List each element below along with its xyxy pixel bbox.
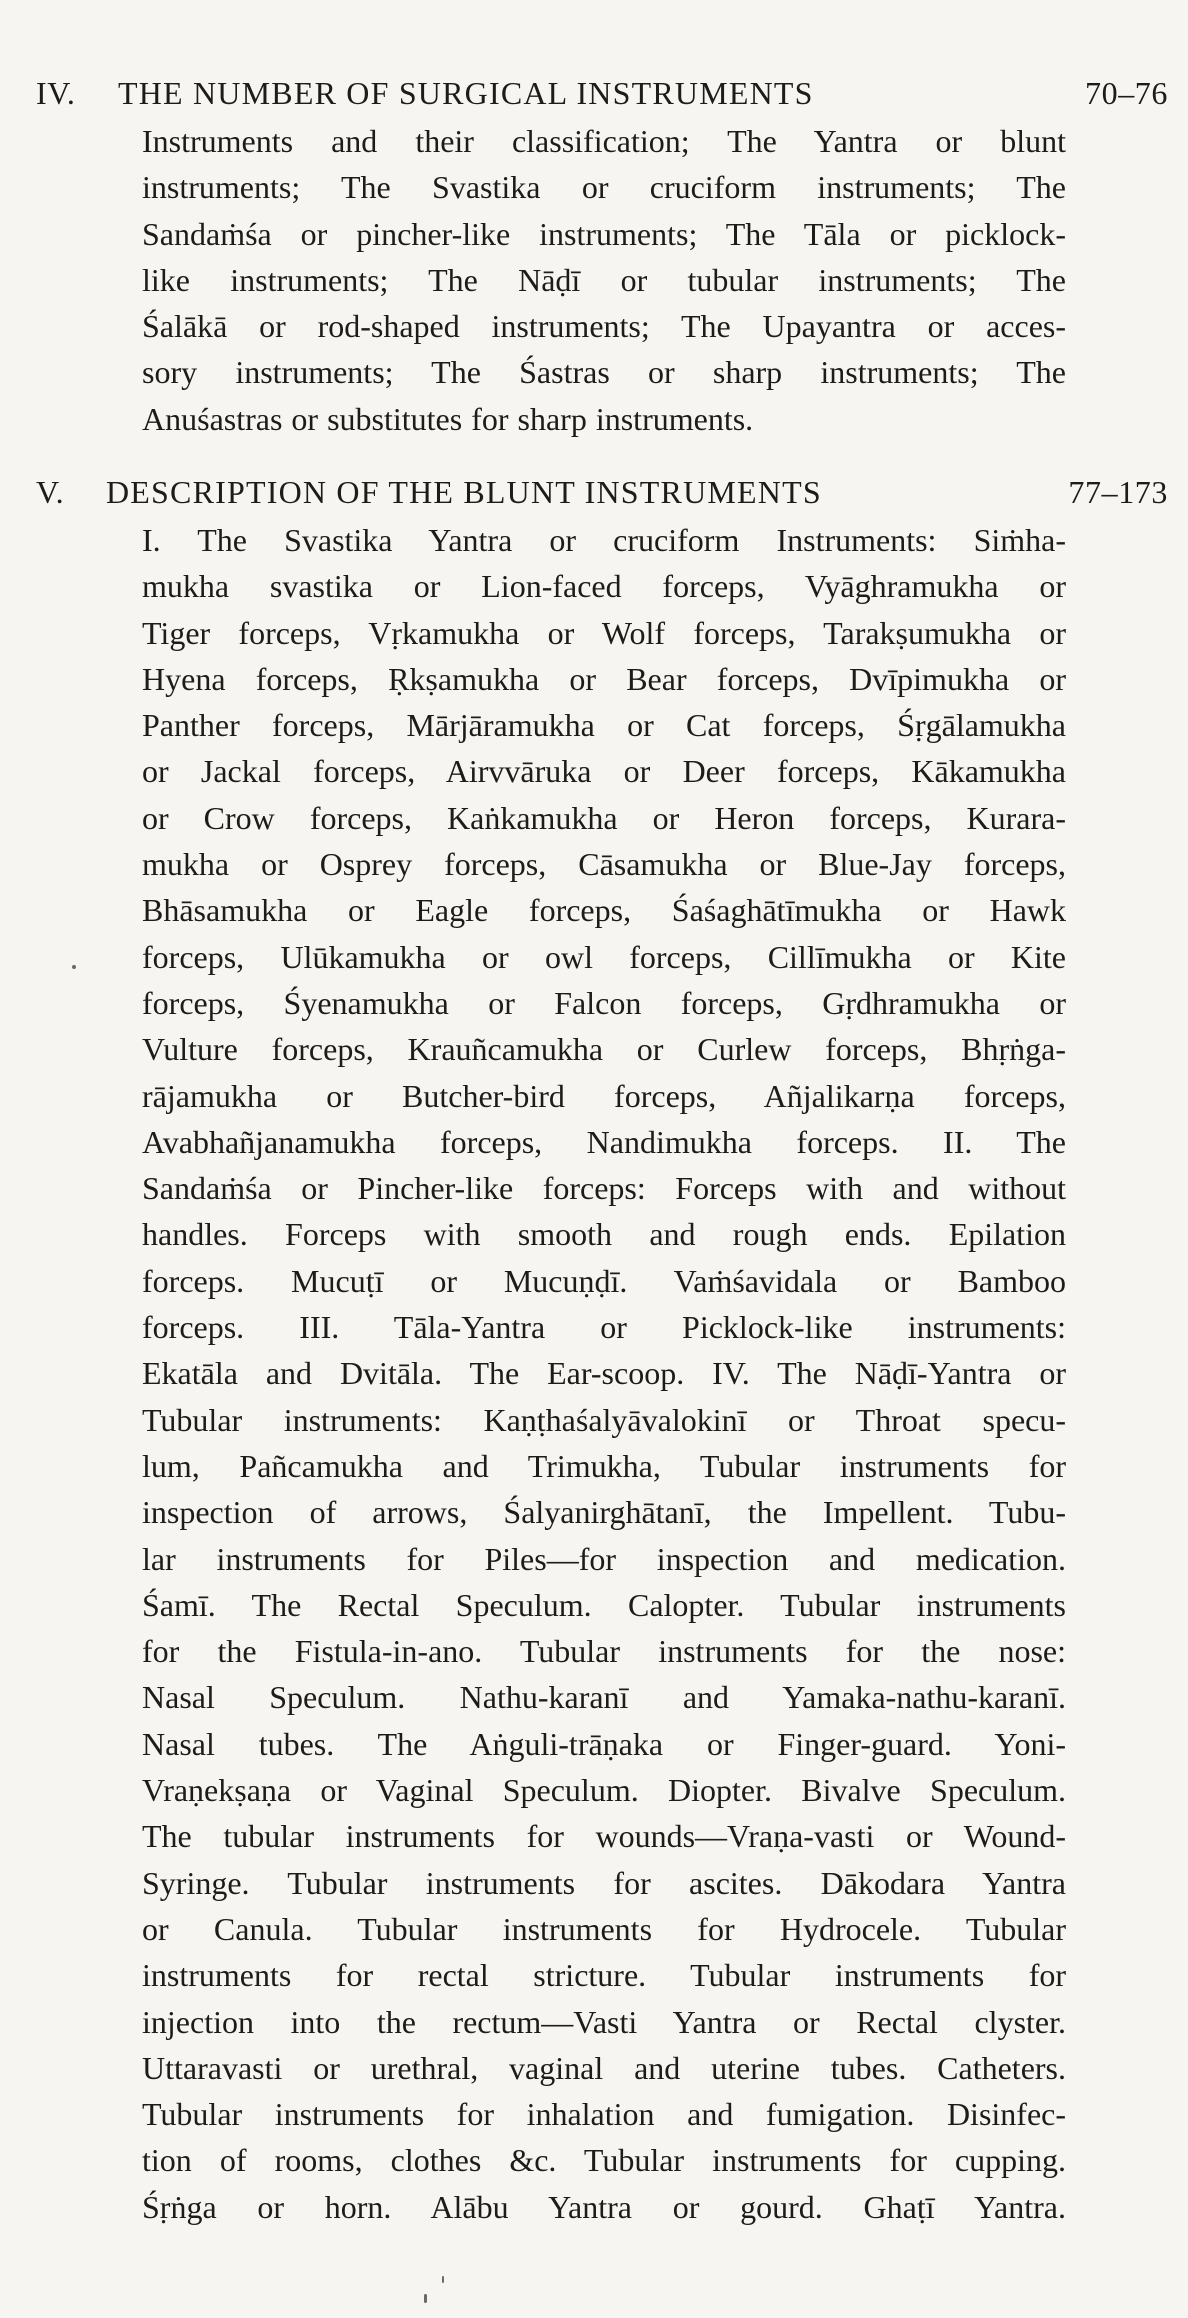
chapter-v-heading [0,467,1188,517]
text-line: Hyena forceps, Ṛkṣamukha or Bear forceps, Dvīpimukha or [142,660,1066,697]
text-line: Anuśastras or substitutes for sharp instruments. [142,400,754,437]
text-line: Nasal tubes. The Aṅguli-trāṇaka or Finger-guard. Yoni- [142,1725,1066,1762]
text-line: The tubular instruments for wounds—Vraṇa-vasti or Wound- [142,1818,1066,1855]
page-range: 77–173 [1068,474,1168,510]
text-line: Śṛṅga or horn. Alābu Yantra or gourd. Ghaṭī Yantra. [142,2188,1066,2225]
text-line: forceps, Ulūkamukha or owl forceps, Cillīmukha or Kite [142,938,1066,975]
text-line: Tiger forceps, Vṛkamukha or Wolf forceps, Tarakṣumukha or [142,614,1066,651]
scan-speck [424,2294,427,2303]
text-line: or Crow forceps, Kaṅkamukha or Heron forceps, Kurara- [142,799,1066,836]
scan-speck [442,2276,444,2283]
text-line: tion of rooms, clothes &c. Tubular instruments for cupping. [142,2142,1066,2179]
chapter-title: DESCRIPTION OF THE BLUNT INSTRUMENTS [106,474,822,510]
chapter-title: THE NUMBER OF SURGICAL INSTRUMENTS [118,75,814,111]
text-line: or Jackal forceps, Airvvāruka or Deer forceps, Kākamukha [142,753,1066,790]
text-line: forceps, Śyenamukha or Falcon forceps, Gṛdhramukha or [142,984,1066,1021]
text-line: like instruments; The Nāḍī or tubular instruments; The [142,261,1066,298]
text-line: Śamī. The Rectal Speculum. Calopter. Tubular instruments [142,1586,1066,1623]
text-line: Sandaṁśa or Pincher-like forceps: Forceps with and without [142,1170,1066,1207]
text-line: Nasal Speculum. Nathu-karanī and Yamaka-nathu-karanī. [142,1679,1066,1716]
text-line: I. The Svastika Yantra or cruciform Instruments: Siṁha- [142,522,1066,558]
scan-speck [72,965,76,969]
text-line: Instruments and their classification; The Yantra or blunt [142,123,1066,159]
chapter-number: IV. [36,75,76,111]
chapter-iv-heading [0,68,1188,118]
text-line: Ekatāla and Dvitāla. The Ear-scoop. IV. The Nāḍī-Yantra or [142,1355,1066,1392]
text-line: lar instruments for Piles—for inspection and medication. [142,1540,1066,1577]
text-line: mukha or Osprey forceps, Cāsamukha or Blue-Jay forceps, [142,846,1066,883]
text-line: lum, Pañcamukha and Trimukha, Tubular instruments for [142,1447,1066,1484]
text-line: instruments; The Svastika or cruciform instruments; The [142,169,1066,206]
text-line: injection into the rectum—Vasti Yantra or Rectal clyster. [142,2003,1066,2040]
text-line: sory instruments; The Śastras or sharp instruments; The [142,354,1066,391]
chapter-v-body [142,517,1066,2230]
chapter-number: V. [36,474,65,510]
page-range: 70–76 [1085,75,1168,111]
text-line: forceps. III. Tāla-Yantra or Picklock-like instruments: [142,1309,1066,1346]
text-line: mukha svastika or Lion-faced forceps, Vyāghramukha or [142,568,1066,605]
text-line: Vraṇekṣaṇa or Vaginal Speculum. Diopter. Bivalve Speculum. [142,1772,1066,1809]
chapter-iv-body [142,118,1066,442]
text-line: or Canula. Tubular instruments for Hydrocele. Tubular [142,1910,1066,1947]
text-line: Uttaravasti or urethral, vaginal and uterine tubes. Catheters. [142,2049,1066,2086]
text-line: Sandaṁśa or pincher-like instruments; The Tāla or picklock- [142,215,1066,252]
text-line: forceps. Mucuṭī or Mucuṇḍī. Vaṁśavidala or Bamboo [142,1262,1066,1299]
text-line: Tubular instruments: Kaṇṭhaśalyāvalokinī or Throat specu- [142,1401,1066,1438]
text-line: rājamukha or Butcher-bird forceps, Añjalikarṇa forceps, [142,1077,1066,1114]
text-line: Vulture forceps, Krauñcamukha or Curlew forceps, Bhṛṅga- [142,1031,1066,1068]
text-line: instruments for rectal stricture. Tubular instruments for [142,1957,1066,1994]
text-line: inspection of arrows, Śalyanirghātanī, the Impellent. Tubu- [142,1494,1066,1531]
text-line: Tubular instruments for inhalation and fumigation. Disinfec- [142,2096,1066,2133]
text-line: handles. Forceps with smooth and rough ends. Epilation [142,1216,1066,1253]
text-line: Syringe. Tubular instruments for ascites. Dākodara Yantra [142,1864,1066,1901]
text-line: Śalākā or rod-shaped instruments; The Upayantra or acces- [142,308,1066,345]
text-line: for the Fistula-in-ano. Tubular instruments for the nose: [142,1633,1066,1670]
text-line: Bhāsamukha or Eagle forceps, Śaśaghātīmukha or Hawk [142,892,1066,929]
text-line: Avabhañjanamukha forceps, Nandimukha forceps. II. The [142,1123,1066,1160]
text-line: Panther forceps, Mārjāramukha or Cat forceps, Śṛgālamukha [142,707,1066,744]
